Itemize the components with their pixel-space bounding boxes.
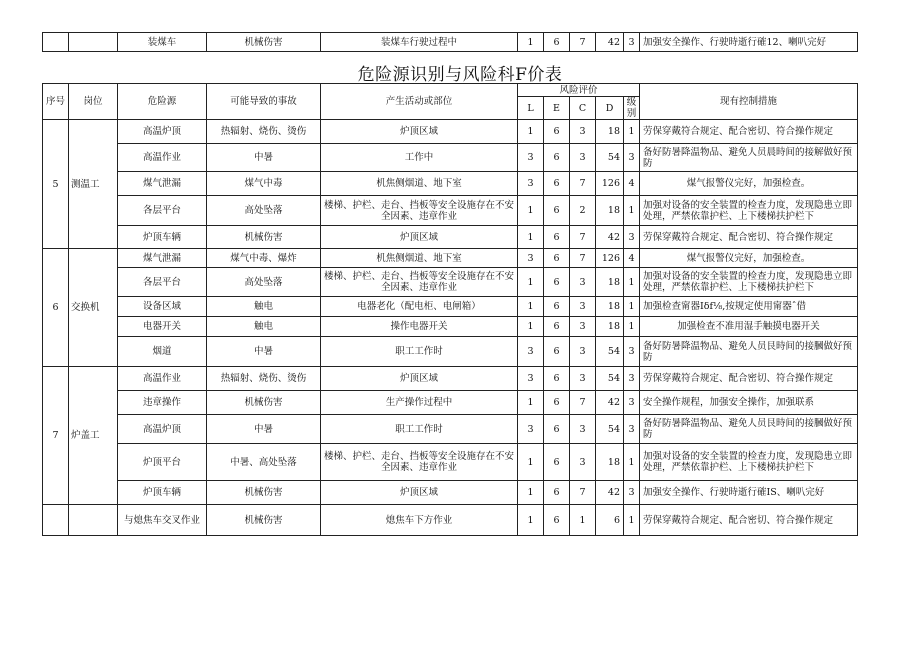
activity-cell: 楼梯、护栏、走台、挡板等安全设施存在不安全因素、违章作业 xyxy=(321,268,518,297)
level-cell: 4 xyxy=(624,249,640,268)
table-row xyxy=(43,268,858,297)
e-cell: 6 xyxy=(544,367,570,391)
hazard-cell: 电器开关 xyxy=(118,317,207,337)
cell: 42 xyxy=(596,33,624,52)
header-hazard: 危险源 xyxy=(118,84,207,120)
accident-cell: 机械伤害 xyxy=(207,505,321,536)
d-cell: 18 xyxy=(596,297,624,317)
e-cell: 6 xyxy=(544,415,570,444)
l-cell: 1 xyxy=(518,444,544,481)
accident-cell: 触电 xyxy=(207,297,321,317)
c-cell: 7 xyxy=(570,481,596,505)
hazard-cell: 炉顶车辆 xyxy=(118,226,207,249)
group-seq xyxy=(43,505,69,536)
header-post: 岗位 xyxy=(69,84,118,120)
level-cell: 3 xyxy=(624,415,640,444)
accident-cell: 煤气中毒 xyxy=(207,172,321,196)
group-post xyxy=(69,505,118,536)
e-cell: 6 xyxy=(544,196,570,226)
activity-cell: 炉顶区域 xyxy=(321,120,518,144)
c-cell: 3 xyxy=(570,317,596,337)
c-cell: 3 xyxy=(570,367,596,391)
c-cell: 7 xyxy=(570,249,596,268)
d-cell: 126 xyxy=(596,172,624,196)
activity-cell: 职工工作时 xyxy=(321,415,518,444)
measures-cell: 劳保穿戴符合规定、配合密切、符合操作规定 xyxy=(640,120,858,144)
c-cell: 3 xyxy=(570,268,596,297)
c-cell: 7 xyxy=(570,226,596,249)
header-level: 级别 xyxy=(624,97,640,120)
measures-cell: 劳保穿戴符合规定、配合密切、符合操作规定 xyxy=(640,505,858,536)
c-cell: 3 xyxy=(570,337,596,367)
c-cell: 3 xyxy=(570,144,596,172)
accident-cell: 热辐射、烧伤、烫伤 xyxy=(207,120,321,144)
measures-cell: 加强对设备的安全装置的检查力度，发现隐患立即处理，严禁依靠护栏、上下楼梯扶护栏下 xyxy=(640,268,858,297)
level-cell: 4 xyxy=(624,172,640,196)
level-cell: 3 xyxy=(624,337,640,367)
hazard-cell: 高温作业 xyxy=(118,144,207,172)
d-cell: 42 xyxy=(596,226,624,249)
activity-cell: 楼梯、护栏、走台、挡板等安全设施存在不安全因素、违章作业 xyxy=(321,444,518,481)
e-cell: 6 xyxy=(544,120,570,144)
measures-cell: 劳保穿戴符合规定、配合密切、符合操作规定 xyxy=(640,367,858,391)
l-cell: 3 xyxy=(518,415,544,444)
activity-cell: 炉顶区域 xyxy=(321,481,518,505)
d-cell: 54 xyxy=(596,337,624,367)
hazard-cell: 高温炉顶 xyxy=(118,120,207,144)
e-cell: 6 xyxy=(544,249,570,268)
c-cell: 1 xyxy=(570,505,596,536)
measures-cell: 煤气报警仪完好，加强检查。 xyxy=(640,172,858,196)
e-cell: 6 xyxy=(544,268,570,297)
hazard-cell: 各层平台 xyxy=(118,268,207,297)
d-cell: 18 xyxy=(596,120,624,144)
cell: 6 xyxy=(544,33,570,52)
table-row xyxy=(43,505,858,536)
e-cell: 6 xyxy=(544,505,570,536)
level-cell: 1 xyxy=(624,196,640,226)
measures-cell: 备好防暑降温物品、避免人员艮時间的接膕做好预防 xyxy=(640,415,858,444)
c-cell: 7 xyxy=(570,172,596,196)
group-post: 炉盖工 xyxy=(69,367,118,505)
accident-cell: 机械伤害 xyxy=(207,481,321,505)
level-cell: 3 xyxy=(624,226,640,249)
table-row xyxy=(43,297,858,317)
l-cell: 1 xyxy=(518,481,544,505)
d-cell: 54 xyxy=(596,367,624,391)
d-cell: 18 xyxy=(596,444,624,481)
e-cell: 6 xyxy=(544,337,570,367)
l-cell: 1 xyxy=(518,391,544,415)
cell: 3 xyxy=(624,33,640,52)
l-cell: 1 xyxy=(518,120,544,144)
header-accident: 可能导致的事故 xyxy=(207,84,321,120)
table-row xyxy=(43,337,858,367)
table-row xyxy=(43,415,858,444)
accident-cell: 热辐射、烧伤、烫伤 xyxy=(207,367,321,391)
accident-cell: 中暑 xyxy=(207,415,321,444)
level-cell: 3 xyxy=(624,481,640,505)
header-d: D xyxy=(596,97,624,120)
level-cell: 1 xyxy=(624,317,640,337)
activity-cell: 机焦侧烟道、地下室 xyxy=(321,172,518,196)
c-cell: 3 xyxy=(570,415,596,444)
hazard-cell: 违章操作 xyxy=(118,391,207,415)
activity-cell: 炉顶区域 xyxy=(321,367,518,391)
measures-cell: 加强安全操作、行驶時逝行確IS、喇叭完好 xyxy=(640,481,858,505)
e-cell: 6 xyxy=(544,297,570,317)
d-cell: 6 xyxy=(596,505,624,536)
hazard-cell: 煤气泄漏 xyxy=(118,249,207,268)
activity-cell: 炉顶区域 xyxy=(321,226,518,249)
e-cell: 6 xyxy=(544,144,570,172)
d-cell: 18 xyxy=(596,196,624,226)
c-cell: 2 xyxy=(570,196,596,226)
hazard-cell: 与熄焦车交叉作业 xyxy=(118,505,207,536)
l-cell: 1 xyxy=(518,297,544,317)
e-cell: 6 xyxy=(544,226,570,249)
accident-cell: 中暑 xyxy=(207,337,321,367)
group-post: 交换机 xyxy=(69,249,118,367)
accident-cell: 中暑 xyxy=(207,144,321,172)
l-cell: 3 xyxy=(518,144,544,172)
c-cell: 3 xyxy=(570,444,596,481)
measures-cell: 备好防暑降温物品、避免人员晨時间的接解做好预防 xyxy=(640,144,858,172)
l-cell: 3 xyxy=(518,337,544,367)
table-header xyxy=(43,84,858,120)
header-c: C xyxy=(570,97,596,120)
l-cell: 1 xyxy=(518,317,544,337)
level-cell: 3 xyxy=(624,367,640,391)
level-cell: 3 xyxy=(624,144,640,172)
table-row xyxy=(43,226,858,249)
measures-cell: 加强检查不准用湿手触摸电器开关 xyxy=(640,317,858,337)
cell: 加强安全操作、行驶時逝行確12、喇叭完好 xyxy=(640,33,858,52)
table-row xyxy=(43,481,858,505)
activity-cell: 电器老化（配电柜、电闸箱） xyxy=(321,297,518,317)
level-cell: 1 xyxy=(624,444,640,481)
accident-cell: 触电 xyxy=(207,317,321,337)
c-cell: 7 xyxy=(570,391,596,415)
page-title: 危险源识别与风险科F价表 xyxy=(357,65,563,85)
table-row xyxy=(43,317,858,337)
top-row xyxy=(43,33,858,52)
accident-cell: 机械伤害 xyxy=(207,391,321,415)
measures-cell: 安全操作规程，加强安全操作，加强联系 xyxy=(640,391,858,415)
table-row xyxy=(43,144,858,172)
l-cell: 3 xyxy=(518,249,544,268)
accident-cell: 高处坠落 xyxy=(207,196,321,226)
risk-table xyxy=(42,83,858,536)
cell: 7 xyxy=(570,33,596,52)
measures-cell: 加强对设备的安全装置的检查力度，发现隐患立即处理，严禁依靠护栏、上下楼梯扶护栏下 xyxy=(640,196,858,226)
table-body xyxy=(43,120,858,536)
accident-cell: 机械伤害 xyxy=(207,226,321,249)
header-risk-evaluation: 风险评价 xyxy=(518,84,640,97)
level-cell: 1 xyxy=(624,120,640,144)
cell: 装煤车 xyxy=(118,33,207,52)
hazard-cell: 高温作业 xyxy=(118,367,207,391)
cell: 机械伤害 xyxy=(207,33,321,52)
group-seq: 6 xyxy=(43,249,69,367)
activity-cell: 机焦侧烟道、地下室 xyxy=(321,249,518,268)
measures-cell: 煤气报警仪完好，加强检查。 xyxy=(640,249,858,268)
d-cell: 18 xyxy=(596,268,624,297)
activity-cell: 生产操作过程中 xyxy=(321,391,518,415)
d-cell: 42 xyxy=(596,391,624,415)
activity-cell: 楼梯、护栏、走台、挡板等安全设施存在不安全因素、违章作业 xyxy=(321,196,518,226)
group-seq: 5 xyxy=(43,120,69,249)
accident-cell: 中暑、高处坠落 xyxy=(207,444,321,481)
e-cell: 6 xyxy=(544,444,570,481)
level-cell: 1 xyxy=(624,505,640,536)
level-cell: 1 xyxy=(624,297,640,317)
d-cell: 54 xyxy=(596,144,624,172)
hazard-cell: 烟道 xyxy=(118,337,207,367)
table-row xyxy=(43,249,858,268)
cell xyxy=(43,33,69,52)
level-cell: 1 xyxy=(624,268,640,297)
top-continuation-table xyxy=(42,32,858,52)
measures-cell: 加强检查甯器Iδf⅛,按规定使用甯器ˆ借 xyxy=(640,297,858,317)
measures-cell: 备好防暑降温物品、避免人员艮時间的接膕做好预防 xyxy=(640,337,858,367)
header-measures: 现有控制措施 xyxy=(640,84,858,120)
l-cell: 1 xyxy=(518,505,544,536)
table-row xyxy=(43,172,858,196)
l-cell: 3 xyxy=(518,367,544,391)
accident-cell: 高处坠落 xyxy=(207,268,321,297)
c-cell: 3 xyxy=(570,297,596,317)
header-seq: 序号 xyxy=(43,84,69,120)
l-cell: 1 xyxy=(518,196,544,226)
d-cell: 18 xyxy=(596,317,624,337)
cell xyxy=(69,33,118,52)
activity-cell: 职工工作时 xyxy=(321,337,518,367)
hazard-cell: 煤气泄漏 xyxy=(118,172,207,196)
hazard-cell: 炉顶平台 xyxy=(118,444,207,481)
e-cell: 6 xyxy=(544,317,570,337)
l-cell: 1 xyxy=(518,226,544,249)
header-l: L xyxy=(518,97,544,120)
accident-cell: 煤气中毒、爆炸 xyxy=(207,249,321,268)
activity-cell: 操作电器开关 xyxy=(321,317,518,337)
table-row xyxy=(43,196,858,226)
d-cell: 42 xyxy=(596,481,624,505)
activity-cell: 熄焦车下方作业 xyxy=(321,505,518,536)
hazard-cell: 高温炉顶 xyxy=(118,415,207,444)
table-row xyxy=(43,391,858,415)
hazard-cell: 炉顶车辆 xyxy=(118,481,207,505)
group-post: 测温工 xyxy=(69,120,118,249)
header-activity: 产生活动或部位 xyxy=(321,84,518,120)
l-cell: 1 xyxy=(518,268,544,297)
d-cell: 126 xyxy=(596,249,624,268)
table-row xyxy=(43,444,858,481)
group-seq: 7 xyxy=(43,367,69,505)
cell: 1 xyxy=(518,33,544,52)
e-cell: 6 xyxy=(544,391,570,415)
e-cell: 6 xyxy=(544,172,570,196)
e-cell: 6 xyxy=(544,481,570,505)
cell: 装煤车行驶过程中 xyxy=(321,33,518,52)
c-cell: 3 xyxy=(570,120,596,144)
level-cell: 3 xyxy=(624,391,640,415)
hazard-cell: 各层平台 xyxy=(118,196,207,226)
header-e: E xyxy=(544,97,570,120)
hazard-cell: 设备区域 xyxy=(118,297,207,317)
table-row xyxy=(43,367,858,391)
measures-cell: 劳保穿戴符合规定、配合密切、符合操作规定 xyxy=(640,226,858,249)
activity-cell: 工作中 xyxy=(321,144,518,172)
measures-cell: 加强对设备的安全装置的检查力度，发现隐患立即处理，严禁依靠护栏、上下楼梯扶护栏下 xyxy=(640,444,858,481)
l-cell: 3 xyxy=(518,172,544,196)
d-cell: 54 xyxy=(596,415,624,444)
table-row xyxy=(43,120,858,144)
